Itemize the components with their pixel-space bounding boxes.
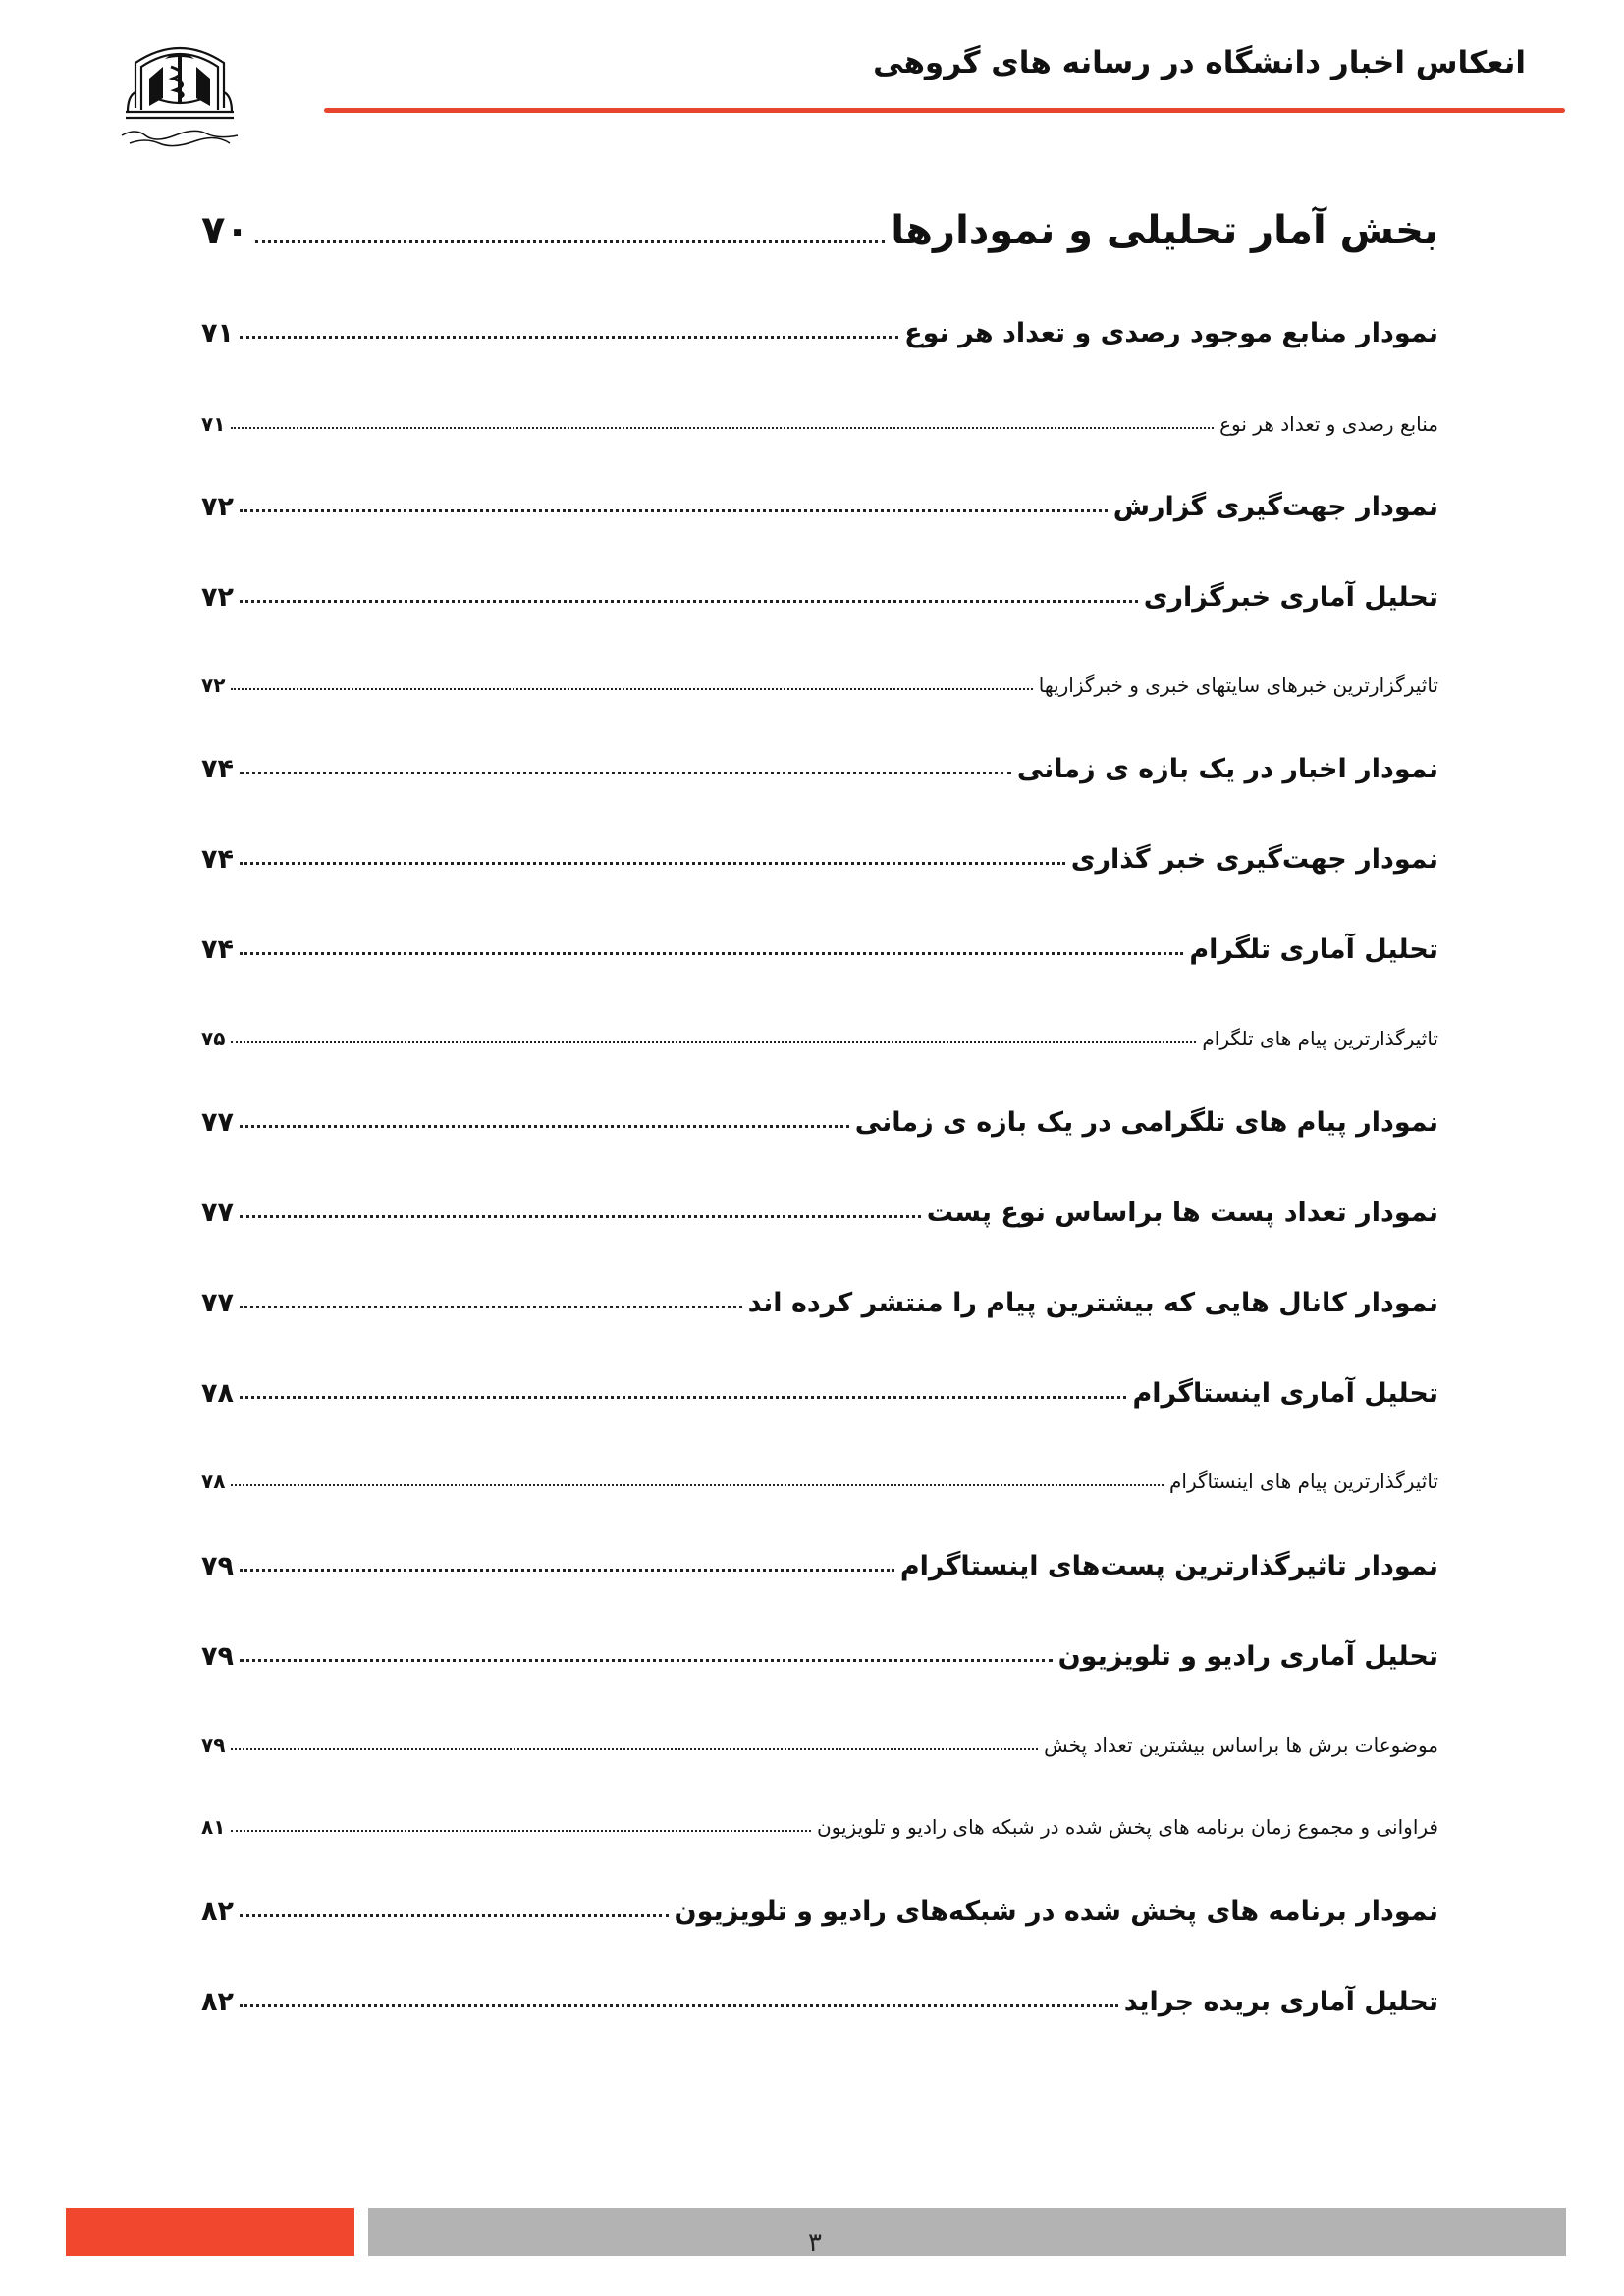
- toc-entry[interactable]: [201, 673, 1438, 697]
- toc-entry-page: ۷۷: [201, 1107, 234, 1138]
- toc-dot-leader: [240, 1914, 669, 1917]
- footer-red-bar: [66, 2208, 354, 2256]
- toc-entry-title: نمودار برنامه های پخش شده در شبکه‌های رادیو و تلویزیون: [674, 1896, 1438, 1927]
- toc-entry-title: نمودار کانال هایی که بیشترین پیام را منتشر کرده اند: [747, 1288, 1438, 1318]
- toc-entry[interactable]: [201, 1198, 1438, 1228]
- toc-dot-leader: [240, 1569, 894, 1572]
- toc-entry-page: ۸۲: [201, 1987, 234, 2017]
- toc-entry-title: نمودار تعداد پست ها براساس نوع پست: [926, 1198, 1438, 1228]
- toc-entry[interactable]: [201, 844, 1438, 875]
- toc-entry[interactable]: [201, 412, 1438, 436]
- toc-dot-leader: [240, 600, 1138, 603]
- toc-dot-leader: [240, 1125, 849, 1128]
- page-number: ۳: [808, 2228, 822, 2258]
- toc-entry[interactable]: [201, 492, 1438, 522]
- toc-entry-page: ۷۸: [201, 1469, 226, 1493]
- toc-entry-page: ۷۹: [201, 1551, 234, 1581]
- toc-dot-leader: [240, 1659, 1053, 1662]
- toc-entry-page: ۷۲: [201, 673, 226, 697]
- toc-entry-title: تاثیرگذارترین پیام های اینستاگرام: [1169, 1469, 1438, 1493]
- toc-dot-leader: [240, 772, 1011, 774]
- toc-dot-leader: [240, 952, 1183, 955]
- toc-entry[interactable]: [201, 1896, 1438, 1927]
- toc-entry-title: بخش آمار تحلیلی و نمودارها: [891, 208, 1438, 253]
- toc-entry[interactable]: [201, 1027, 1438, 1050]
- toc-dot-leader: [240, 1215, 921, 1218]
- toc-dot-leader: [240, 336, 898, 339]
- toc-entry-title: تحلیل آماری اینستاگرام: [1132, 1378, 1438, 1409]
- toc-dot-leader: [240, 1306, 742, 1308]
- toc-dot-leader: [240, 1396, 1127, 1399]
- toc-entry-title: تحلیل آماری خبرگزاری: [1143, 582, 1438, 613]
- toc-entry[interactable]: [201, 1107, 1438, 1138]
- toc-entry-page: ۷۱: [201, 412, 226, 436]
- toc-entry[interactable]: [201, 934, 1438, 965]
- toc-entry-page: ۷۹: [201, 1734, 226, 1757]
- toc-entry[interactable]: [201, 582, 1438, 613]
- toc-entry[interactable]: [201, 1734, 1438, 1757]
- toc-entry-title: تحلیل آماری رادیو و تلویزیون: [1057, 1641, 1438, 1672]
- toc-dot-leader: [231, 688, 1032, 690]
- toc-dot-leader: [255, 240, 885, 243]
- toc-entry[interactable]: [201, 1288, 1438, 1318]
- toc-entry-title: تاثیرگزارترین خبرهای سایتهای خبری و خبرگزاریها: [1038, 673, 1438, 697]
- toc-entry-page: ۷۵: [201, 1027, 226, 1050]
- footer-gray-bar: [368, 2208, 1566, 2256]
- toc-entry-page: ۷۴: [201, 754, 234, 784]
- toc-dot-leader: [240, 509, 1108, 512]
- toc-entry-title: فراوانی و مجموع زمان برنامه های پخش شده در شبکه های رادیو و تلویزیون: [816, 1815, 1438, 1839]
- toc-dot-leader: [231, 1041, 1196, 1043]
- toc-entry-page: ۷۲: [201, 582, 234, 613]
- toc-entry-page: ۷۸: [201, 1378, 234, 1409]
- toc-entry-page: ۸۱: [201, 1815, 226, 1839]
- document-header-title: انعکاس اخبار دانشگاه در رسانه های گروهی: [873, 45, 1526, 80]
- toc-entry[interactable]: [201, 1641, 1438, 1672]
- toc-entry[interactable]: [201, 1987, 1438, 2017]
- toc-entry-title: موضوعات برش ها براساس بیشترین تعداد پخش: [1044, 1734, 1438, 1757]
- toc-entry-page: ۸۲: [201, 1896, 234, 1927]
- toc-entry-title: تاثیرگذارترین پیام های تلگرام: [1202, 1027, 1438, 1050]
- toc-entry-page: ۷۱: [201, 318, 234, 348]
- toc-dot-leader: [240, 2004, 1118, 2007]
- toc-dot-leader: [231, 427, 1214, 429]
- toc-entry[interactable]: [201, 1378, 1438, 1409]
- toc-dot-leader: [240, 862, 1065, 865]
- toc-entry-title: نمودار جهت‌گیری گزارش: [1112, 492, 1438, 522]
- toc-dot-leader: [231, 1830, 811, 1832]
- toc-entry-page: ۷۴: [201, 844, 234, 875]
- toc-entry-page: ۷۷: [201, 1198, 234, 1228]
- toc-entry-title: نمودار پیام های تلگرامی در یک بازه ی زمانی: [854, 1107, 1438, 1138]
- toc-dot-leader: [231, 1484, 1164, 1486]
- toc-entry-title: منابع رصدی و تعداد هر نوع: [1219, 412, 1438, 436]
- toc-entry-page: ۷۹: [201, 1641, 234, 1672]
- toc-entry-page: ۷۴: [201, 934, 234, 965]
- toc-entry-page: ۷۷: [201, 1288, 234, 1318]
- toc-dot-leader: [231, 1748, 1038, 1750]
- toc-entry[interactable]: [201, 1815, 1438, 1839]
- toc-entry-title: تحلیل آماری تلگرام: [1189, 934, 1438, 965]
- toc-entry-title: نمودار تاثیرگذارترین پست‌های اینستاگرام: [899, 1551, 1438, 1581]
- toc-entry-title: نمودار جهت‌گیری خبر گذاری: [1070, 844, 1438, 875]
- toc-entry-page: ۷۲: [201, 492, 234, 522]
- toc-entry-title: نمودار اخبار در یک بازه ی زمانی: [1016, 754, 1438, 784]
- toc-entry[interactable]: [201, 208, 1438, 253]
- toc-entry[interactable]: [201, 754, 1438, 784]
- toc-entry[interactable]: [201, 1551, 1438, 1581]
- toc-entry-title: تحلیل آماری بریده جراید: [1123, 1987, 1438, 2017]
- toc-entry[interactable]: [201, 1469, 1438, 1493]
- toc-entry-page: ۷۰: [201, 208, 249, 253]
- toc-entry[interactable]: [201, 318, 1438, 348]
- toc-entry-title: نمودار منابع موجود رصدی و تعداد هر نوع: [904, 318, 1438, 348]
